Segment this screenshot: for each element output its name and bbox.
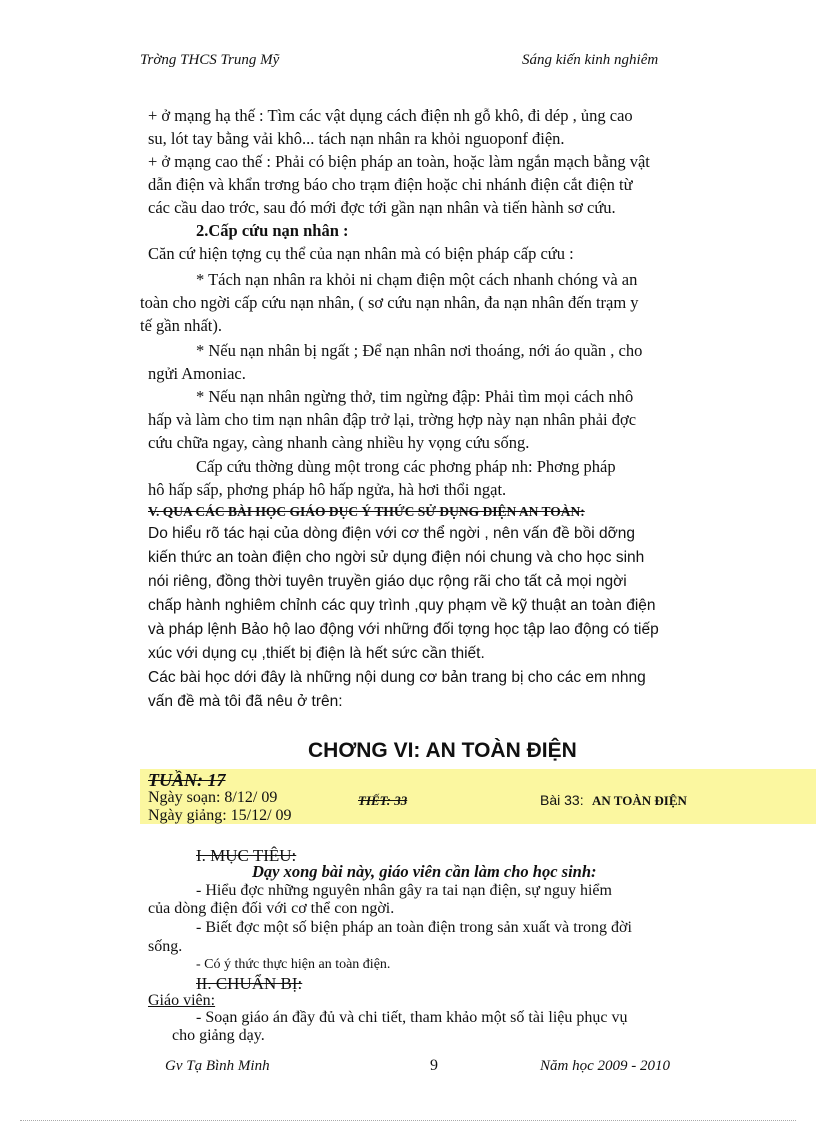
objective-line: - Hiểu đợc những nguyên nhân gây ra tai nạn điện, sự nguy hiểm bbox=[196, 882, 612, 899]
body-line: Do hiểu rõ tác hại của dòng điện với cơ thể ngời , nên vấn đề bồi dỡng bbox=[148, 525, 636, 542]
body-line: các cầu dao trớc, sau đó mới đợc tới gần nạn nhân và tiến hành sơ cứu. bbox=[148, 198, 616, 217]
objective-line: - Có ý thức thực hiện an toàn điện. bbox=[196, 957, 391, 972]
body-line: hấp và làm cho tim nạn nhân đập trở lại, trờng hợp này nạn nhân phải đợc bbox=[148, 410, 637, 429]
body-line: vấn đề mà tôi đã nêu ở trên: bbox=[148, 693, 343, 710]
page-number: 9 bbox=[430, 1057, 438, 1074]
body-line: toàn cho ngời cấp cứu nạn nhân, ( sơ cứu nạn nhân, đa nạn nhân đến trạm y bbox=[140, 293, 639, 312]
prep-date: Ngày soạn: 8/12/ 09 bbox=[148, 789, 278, 806]
preparation-heading: II. CHUẨN BỊ: bbox=[196, 974, 303, 993]
preparation-line: - Soạn giáo án đầy đủ và chi tiết, tham khảo một số tài liệu phục vụ bbox=[196, 1009, 628, 1026]
body-line: xúc với dụng cụ ,thiết bị điện là hết sức cần thiết. bbox=[148, 645, 485, 662]
body-line: + ở mạng cao thế : Phải có biện pháp an toàn, hoặc làm ngắn mạch bằng vật bbox=[148, 152, 650, 171]
body-line: ngửi Amoniac. bbox=[148, 364, 246, 383]
body-line: cứu chữa ngay, càng nhanh càng nhiều hy vọng cứu sống. bbox=[148, 433, 530, 452]
objective-line: của dòng điện đối với cơ thể con ngời. bbox=[148, 900, 395, 917]
header-title: Sáng kiến kinh nghiêm bbox=[522, 52, 659, 68]
body-line: tế gần nhất). bbox=[140, 316, 223, 335]
body-line: dẫn điện và khẩn trơng báo cho trạm điện hoặc chi nhánh điện cắt điện từ bbox=[148, 175, 633, 194]
footer-author: Gv Tạ Bình Minh bbox=[165, 1058, 270, 1074]
objectives-intro: Dạy xong bài này, giáo viên cần làm cho học sinh: bbox=[252, 862, 597, 881]
body-line: Cấp cứu thờng dùng một trong các phơng pháp nh: Phơng pháp bbox=[196, 457, 616, 476]
body-line: Căn cứ hiện tợng cụ thể của nạn nhân mà có biện pháp cấp cứu : bbox=[148, 244, 574, 263]
body-line: * Tách nạn nhân ra khỏi ni chạm điện một cách nhanh chóng và an bbox=[196, 270, 638, 289]
page-bottom-divider bbox=[20, 1120, 796, 1121]
body-line: kiến thức an toàn điện cho ngời sử dụng điện nói chung và cho học sinh bbox=[148, 549, 645, 566]
objective-line: - Biết đợc một số biện pháp an toàn điện trong sản xuất và trong đời bbox=[196, 919, 632, 936]
body-line: su, lót tay bằng vải khô... tách nạn nhân ra khỏi nguoponf điện. bbox=[148, 129, 565, 148]
body-line: Các bài học dới đây là những nội dung cơ bản trang bị cho các em nhng bbox=[148, 669, 646, 686]
body-line: chấp hành nghiêm chỉnh các quy trình ,quy phạm về kỹ thuật an toàn điện bbox=[148, 597, 656, 614]
preparation-line: cho giảng dạy. bbox=[172, 1027, 265, 1044]
body-line: và pháp lệnh Bảo hộ lao động với những đối tợng học tập lao động có tiếp bbox=[148, 621, 659, 638]
body-line: * Nếu nạn nhân ngừng thở, tim ngừng đập: Phải tìm mọi cách nhô bbox=[196, 387, 634, 406]
body-line: hô hấp sấp, phơng pháp hô hấp ngửa, hà hơi thổi ngạt. bbox=[148, 480, 507, 499]
body-line: + ở mạng hạ thế : Tìm các vật dụng cách điện nh gỗ khô, đi dép , ủng cao bbox=[148, 106, 633, 125]
chapter-title: CHƠNG VI: AN TOÀN ĐIỆN bbox=[308, 739, 577, 762]
period-label: TIẾT: 33 bbox=[358, 793, 408, 808]
objectives-heading: I. MỤC TIÊU: bbox=[196, 846, 297, 865]
lesson-name: AN TOÀN ĐIỆN bbox=[592, 793, 687, 808]
footer-year: Năm học 2009 - 2010 bbox=[540, 1058, 670, 1074]
week-label: TUẦN: 17 bbox=[148, 770, 226, 790]
section-5-heading: V. QUA CÁC BÀI HỌC GIÁO DỤC Ý THỨC SỬ DỤNG ĐIỆN AN TOÀN: bbox=[148, 504, 585, 519]
lesson-label: Bài 33: bbox=[540, 792, 584, 808]
body-line: nói riêng, đồng thời tuyên truyền giáo dục rộng rãi cho tất cả mọi ngời bbox=[148, 573, 627, 590]
teacher-label: Giáo viên: bbox=[148, 992, 216, 1009]
objective-line: sống. bbox=[148, 938, 183, 955]
section-2-heading: 2.Cấp cứu nạn nhân : bbox=[196, 221, 349, 240]
body-line: * Nếu nạn nhân bị ngất ; Để nạn nhân nơi thoáng, nới áo quần , cho bbox=[196, 341, 643, 360]
header-school: Trờng THCS Trung Mỹ bbox=[140, 52, 280, 68]
teach-date: Ngày giảng: 15/12/ 09 bbox=[148, 807, 292, 824]
